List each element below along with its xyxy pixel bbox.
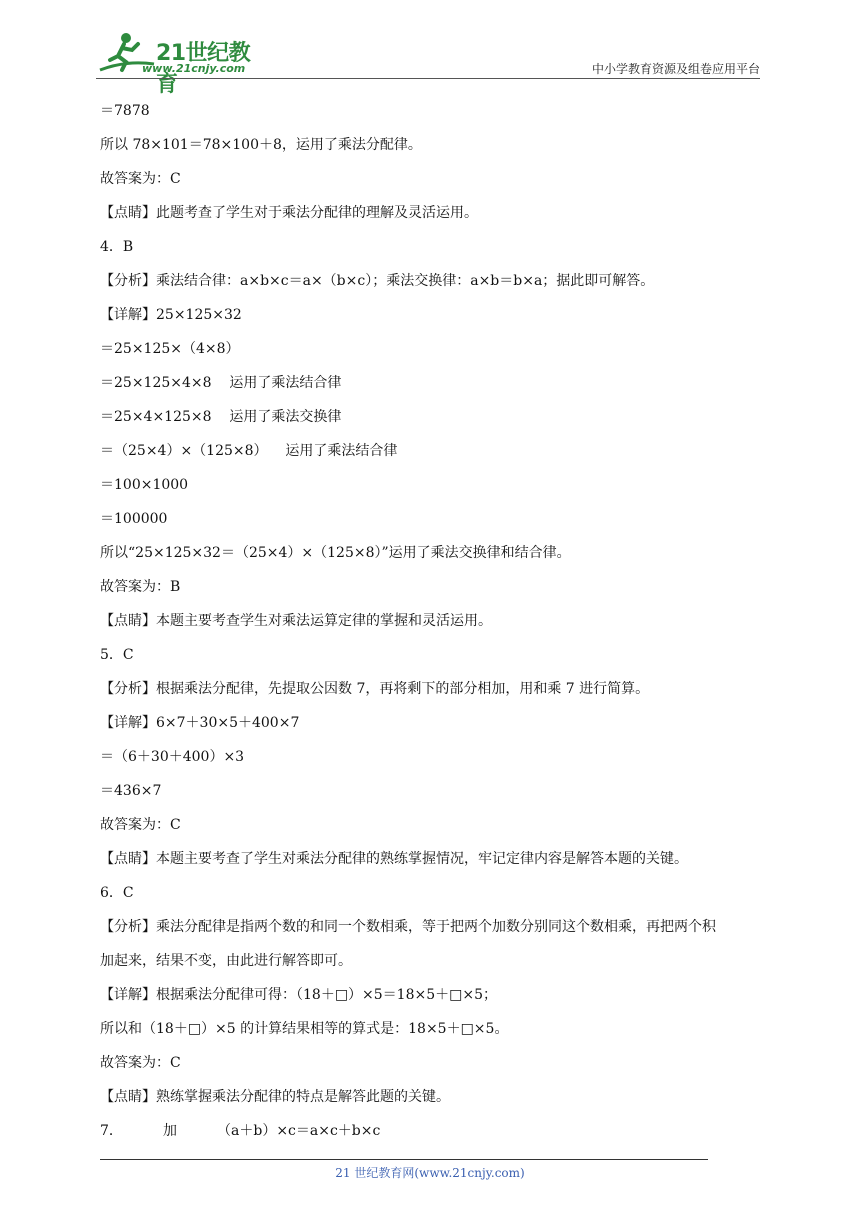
question-number: 4．B [100,239,134,255]
text-line: 故答案为：B [100,579,181,595]
text-line: 故答案为：C [100,1055,181,1071]
text-line: 【详解】6×7＋30×5＋400×7 [100,715,300,731]
text-line: ＝25×125×（4×8） [100,341,240,357]
text-line: ＝（25×4）×（125×8） 运用了乘法结合律 [100,443,398,459]
text-line: 【详解】根据乘法分配律可得：（18＋□）×5＝18×5＋□×5； [100,987,497,1003]
text-line: ＝7878 [100,103,150,119]
footer-text[interactable]: 21 世纪教育网(www.21cnjy.com) [335,1166,525,1180]
page-header [96,30,760,97]
question-number: 7． 加 （a＋b）×c＝a×c＋b×c [100,1123,381,1139]
text-line: 加起来，结果不变，由此进行解答即可。 [100,953,352,969]
text-line: 【详解】25×125×32 [100,307,242,323]
platform-name: 中小学教育资源及组卷应用平台 [591,62,760,76]
header-divider [96,78,760,79]
text-line: ＝25×4×125×8 运用了乘法交换律 [100,409,342,425]
text-line: 【分析】根据乘法分配律，先提取公因数 7，再将剩下的部分相加，用和乘 7 进行简算。 [100,681,650,697]
text-line: 【点睛】本题主要考查了学生对乘法分配律的熟练掌握情况，牢记定律内容是解答本题的关键。 [100,851,688,867]
site-logo [96,30,266,97]
text-line: ＝436×7 [100,783,162,799]
text-line: ＝25×125×4×8 运用了乘法结合律 [100,375,342,391]
text-line: 故答案为：C [100,817,181,833]
text-line: 故答案为：C [100,171,181,187]
text-line: 【分析】乘法结合律：a×b×c＝a×（b×c）；乘法交换律：a×b＝b×a；据此即可解答。 [100,273,655,289]
text-line: 【点睛】此题考查了学生对于乘法分配律的理解及灵活运用。 [100,205,478,221]
document-body [100,102,770,1156]
question-number: 5．C [100,647,134,663]
text-line: ＝100×1000 [100,477,189,493]
text-line: ＝（6＋30＋400）×3 [100,749,245,765]
text-line: 所以“25×125×32＝（25×4）×（125×8）”运用了乘法交换律和结合律。 [100,545,571,561]
logo-url: www.21cnjy.com [142,62,246,75]
question-number: 6．C [100,885,134,901]
footer-divider [100,1159,708,1160]
text-line: 所以 78×101＝78×100＋8，运用了乘法分配律。 [100,137,422,153]
text-line: ＝100000 [100,511,168,527]
text-line: 【点睛】本题主要考查学生对乘法运算定律的掌握和灵活运用。 [100,613,492,629]
text-line: 【分析】乘法分配律是指两个数的和同一个数相乘，等于把两个加数分别同这个数相乘，再把两个积 [100,919,716,935]
logo-text: 21世纪教育 [156,41,251,97]
text-line: 【点睛】熟练掌握乘法分配律的特点是解答此题的关键。 [100,1089,450,1105]
text-line: 所以和（18＋□）×5 的计算结果相等的算式是：18×5＋□×5。 [100,1021,509,1037]
